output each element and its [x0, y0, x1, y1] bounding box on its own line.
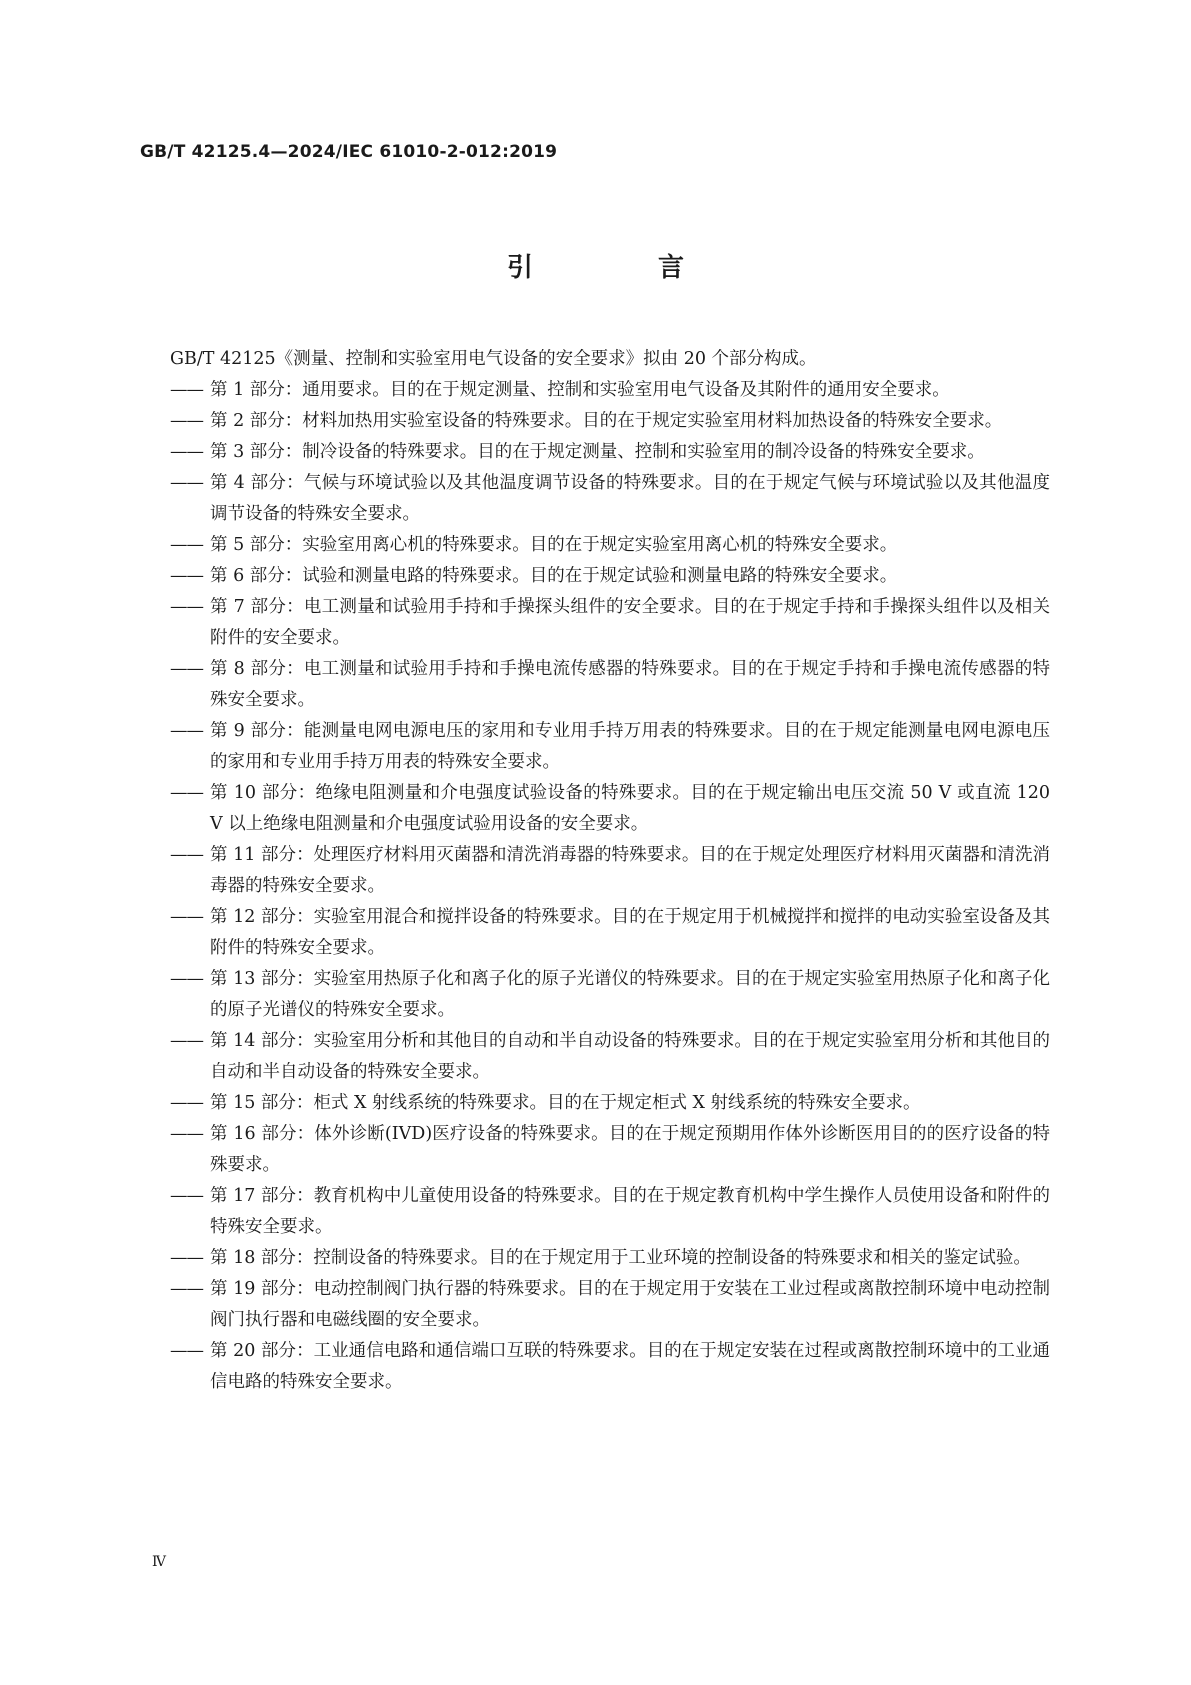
- part-item-18: [170, 1243, 1050, 1274]
- list-dash-marker: ——: [170, 597, 203, 617]
- part-item-4: [170, 468, 1050, 530]
- part-item-text: 第 17 部分：教育机构中儿童使用设备的特殊要求。目的在于规定教育机构中学生操作人员使用设备和附件的特殊安全要求。: [210, 1186, 1050, 1237]
- part-item-7: [170, 592, 1050, 654]
- part-item-14: [170, 1026, 1050, 1088]
- page-number: Ⅳ: [152, 1554, 166, 1570]
- part-item-5: [170, 530, 1050, 561]
- standard-number-header: GB/T 42125.4—2024/IEC 61010-2-012:2019: [140, 142, 558, 162]
- part-item-10: [170, 778, 1050, 840]
- part-item-text: 第 6 部分：试验和测量电路的特殊要求。目的在于规定试验和测量电路的特殊安全要求。: [210, 566, 898, 586]
- part-item-text: 第 10 部分：绝缘电阻测量和介电强度试验设备的特殊要求。目的在于规定输出电压交流 50 V 或直流 120 V 以上绝缘电阻测量和介电强度试验用设备的安全要求。: [210, 783, 1050, 834]
- part-item-17: [170, 1181, 1050, 1243]
- list-dash-marker: ——: [170, 1031, 203, 1051]
- introduction-body: [170, 344, 1050, 1398]
- list-dash-marker: ——: [170, 721, 203, 741]
- list-dash-marker: ——: [170, 442, 203, 462]
- part-item-text: 第 1 部分：通用要求。目的在于规定测量、控制和实验室用电气设备及其附件的通用安全要求。: [210, 380, 950, 400]
- part-item-19: [170, 1274, 1050, 1336]
- part-item-8: [170, 654, 1050, 716]
- list-dash-marker: ——: [170, 907, 203, 927]
- part-item-text: 第 11 部分：处理医疗材料用灭菌器和清洗消毒器的特殊要求。目的在于规定处理医疗材料用灭菌器和清洗消毒器的特殊安全要求。: [210, 845, 1050, 896]
- list-dash-marker: ——: [170, 845, 203, 865]
- part-item-text: 第 19 部分：电动控制阀门执行器的特殊要求。目的在于规定用于安装在工业过程或离散控制环境中电动控制阀门执行器和电磁线圈的安全要求。: [210, 1279, 1050, 1330]
- part-item-text: 第 16 部分：体外诊断(IVD)医疗设备的特殊要求。目的在于规定预期用作体外诊断医用目的的医疗设备的特殊要求。: [210, 1124, 1050, 1175]
- part-item-text: 第 5 部分：实验室用离心机的特殊要求。目的在于规定实验室用离心机的特殊安全要求。: [210, 535, 898, 555]
- part-item-text: 第 15 部分：柜式 X 射线系统的特殊要求。目的在于规定柜式 X 射线系统的特殊安全要求。: [210, 1093, 921, 1113]
- part-item-text: 第 18 部分：控制设备的特殊要求。目的在于规定用于工业环境的控制设备的特殊要求和相关的鉴定试验。: [210, 1248, 1031, 1268]
- part-item-text: 第 3 部分：制冷设备的特殊要求。目的在于规定测量、控制和实验室用的制冷设备的特殊安全要求。: [210, 442, 985, 462]
- list-dash-marker: ——: [170, 1279, 203, 1299]
- list-dash-marker: ——: [170, 566, 203, 586]
- list-dash-marker: ——: [170, 1093, 203, 1113]
- part-item-12: [170, 902, 1050, 964]
- part-item-16: [170, 1119, 1050, 1181]
- part-item-text: 第 20 部分：工业通信电路和通信端口互联的特殊要求。目的在于规定安装在过程或离散控制环境中的工业通信电路的特殊安全要求。: [210, 1341, 1050, 1392]
- part-item-13: [170, 964, 1050, 1026]
- part-item-text: 第 13 部分：实验室用热原子化和离子化的原子光谱仪的特殊要求。目的在于规定实验室用热原子化和离子化的原子光谱仪的特殊安全要求。: [210, 969, 1050, 1020]
- list-dash-marker: ——: [170, 659, 203, 679]
- part-item-9: [170, 716, 1050, 778]
- part-item-15: [170, 1088, 1050, 1119]
- list-dash-marker: ——: [170, 1341, 203, 1361]
- part-item-11: [170, 840, 1050, 902]
- part-item-text: 第 8 部分：电工测量和试验用手持和手操电流传感器的特殊要求。目的在于规定手持和手操电流传感器的特殊安全要求。: [210, 659, 1050, 710]
- part-item-3: [170, 437, 1050, 468]
- part-item-text: 第 14 部分：实验室用分析和其他目的自动和半自动设备的特殊要求。目的在于规定实验室用分析和其他目的自动和半自动设备的特殊安全要求。: [210, 1031, 1050, 1082]
- list-dash-marker: ——: [170, 1186, 203, 1206]
- list-dash-marker: ——: [170, 380, 203, 400]
- page-title: 引 言: [506, 253, 743, 283]
- part-item-text: 第 12 部分：实验室用混合和搅拌设备的特殊要求。目的在于规定用于机械搅拌和搅拌的电动实验室设备及其附件的特殊安全要求。: [210, 907, 1050, 958]
- list-dash-marker: ——: [170, 969, 203, 989]
- parts-list: [170, 375, 1050, 1398]
- part-item-text: 第 2 部分：材料加热用实验室设备的特殊要求。目的在于规定实验室用材料加热设备的特殊安全要求。: [210, 411, 1003, 431]
- list-dash-marker: ——: [170, 783, 203, 803]
- list-dash-marker: ——: [170, 1124, 203, 1144]
- list-dash-marker: ——: [170, 535, 203, 555]
- part-item-text: 第 4 部分：气候与环境试验以及其他温度调节设备的特殊要求。目的在于规定气候与环境试验以及其他温度调节设备的特殊安全要求。: [210, 473, 1050, 524]
- list-dash-marker: ——: [170, 411, 203, 431]
- part-item-6: [170, 561, 1050, 592]
- list-dash-marker: ——: [170, 473, 203, 493]
- part-item-2: [170, 406, 1050, 437]
- part-item-20: [170, 1336, 1050, 1398]
- intro-paragraph: GB/T 42125《测量、控制和实验室用电气设备的安全要求》拟由 20 个部分构成。: [170, 349, 817, 369]
- list-dash-marker: ——: [170, 1248, 203, 1268]
- part-item-text: 第 7 部分：电工测量和试验用手持和手操探头组件的安全要求。目的在于规定手持和手操探头组件以及相关附件的安全要求。: [210, 597, 1050, 648]
- part-item-1: [170, 375, 1050, 406]
- part-item-text: 第 9 部分：能测量电网电源电压的家用和专业用手持万用表的特殊要求。目的在于规定能测量电网电源电压的家用和专业用手持万用表的特殊安全要求。: [210, 721, 1050, 772]
